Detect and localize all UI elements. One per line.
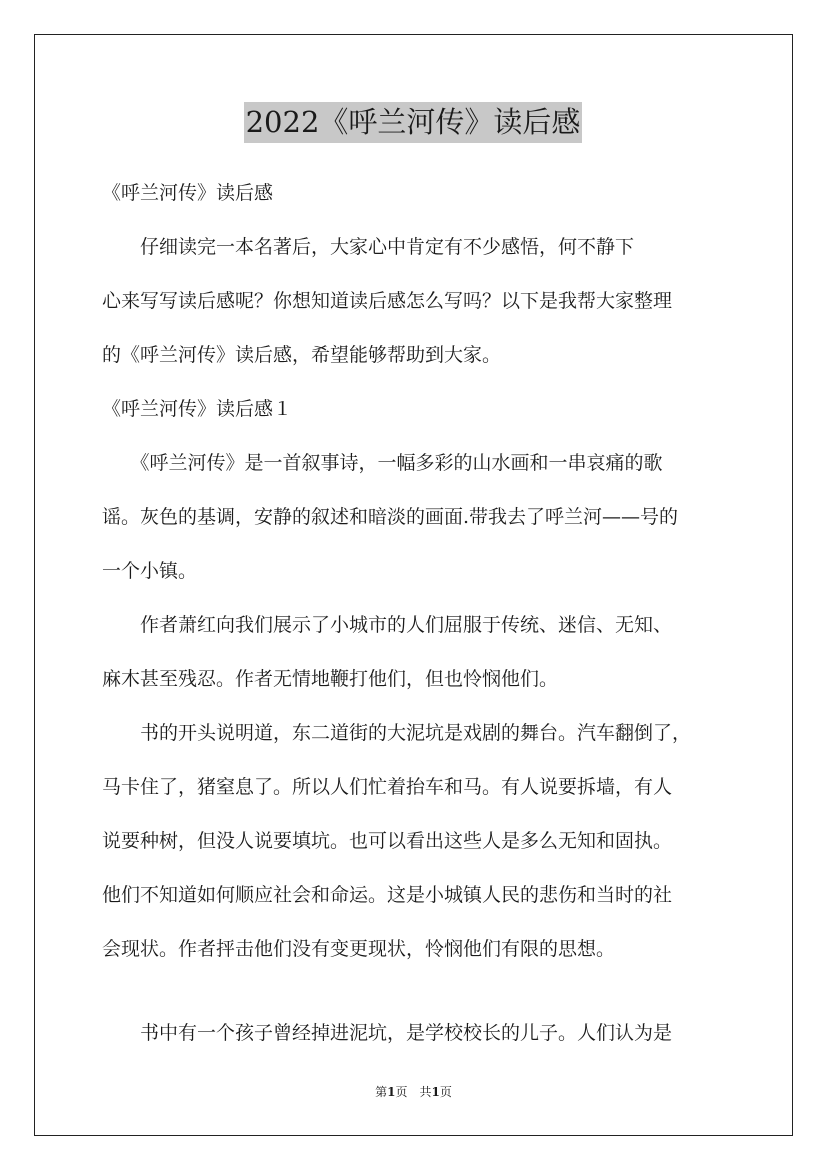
paragraph-line: 谣。灰色的基调，安静的叙述和暗淡的画面.带我去了呼兰河——号的: [102, 506, 679, 528]
paragraph-line: 他们不知道如何顺应社会和命运。这是小城镇人民的悲伤和当时的社: [102, 884, 673, 906]
paragraph-line: 马卡住了，猪窒息了。所以人们忙着抬车和马。有人说要拆墙，有人: [102, 776, 673, 798]
paragraph-line: 说要种树，但没人说要填坑。也可以看出这些人是多么无知和固执。: [102, 830, 673, 852]
paragraph-line: 仔细读完一本名著后，大家心中肯定有不少感悟，何不静下: [102, 236, 635, 258]
paragraph-line: 会现状。作者抨击他们没有变更现状，怜悯他们有限的思想。: [102, 938, 616, 960]
footer-total-suffix: 页: [439, 1085, 452, 1099]
paragraph-line: 麻木甚至残忍。作者无情地鞭打他们，但也怜悯他们。: [102, 668, 559, 690]
paragraph-line: 心来写写读后感呢？你想知道读后感怎么写吗？以下是我帮大家整理: [102, 290, 673, 312]
paragraph-line: 作者萧红向我们展示了小城市的人们屈服于传统、迷信、无知、: [102, 614, 673, 636]
footer-page-number: 1: [387, 1085, 396, 1099]
paragraph-line: 书的开头说明道，东二道街的大泥坑是戏剧的舞台。汽车翻倒了，: [102, 722, 692, 744]
paragraph-line: 《呼兰河传》是一首叙事诗，一幅多彩的山水画和一串哀痛的歌: [102, 452, 663, 474]
footer-total-pages: 1: [431, 1085, 440, 1099]
footer-page-suffix: 页 共: [395, 1085, 432, 1099]
subtitle-line: 《呼兰河传》读后感: [102, 182, 274, 204]
footer-page-prefix: 第: [375, 1085, 388, 1099]
paragraph-line: 书中有一个孩子曾经掉进泥坑，是学校校长的儿子。人们认为是: [102, 1022, 673, 1044]
section-heading: 《呼兰河传》读后感１: [102, 398, 293, 420]
paragraph-line: 一个小镇。: [102, 560, 198, 582]
paragraph-line: 的《呼兰河传》读后感，希望能够帮助到大家。: [102, 344, 502, 366]
document-title: 2022《呼兰河传》读后感: [244, 102, 582, 143]
page-footer: [0, 1084, 827, 1100]
